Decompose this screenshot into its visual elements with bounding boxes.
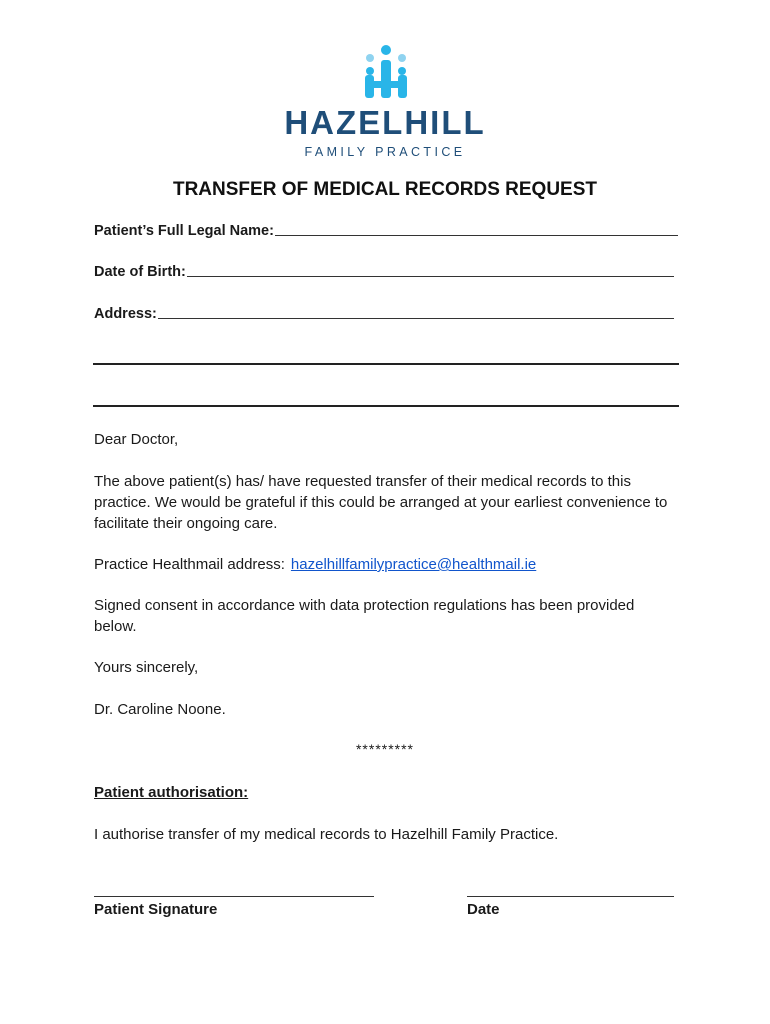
address-label: Address:: [94, 306, 157, 322]
address-line-2[interactable]: [93, 363, 679, 365]
email-label: Practice Healthmail address:: [94, 556, 285, 573]
dob-label: Date of Birth:: [94, 264, 186, 280]
email-link[interactable]: hazelhillfamilypractice@healthmail.ie: [290, 556, 537, 573]
address-line-1[interactable]: [158, 304, 674, 319]
brand-name: HAZELHILL: [284, 104, 486, 141]
patient-name-line[interactable]: [275, 221, 678, 236]
closing: Yours sincerely,: [94, 659, 199, 676]
consent-text: Signed consent in accordance with data protection regulations has been provided below.: [94, 597, 635, 635]
letter-body: The above patient(s) has/ have requested transfer of their medical records to this practice. We would be grateful if this could be arranged at your earliest convenience to facilitate their ongoing care.: [94, 473, 668, 532]
address-field[interactable]: [94, 304, 674, 322]
date-line[interactable]: [467, 896, 674, 897]
dob-field[interactable]: [94, 262, 674, 280]
date-label: Date: [467, 901, 500, 918]
signature-label: Patient Signature: [94, 901, 218, 918]
separator: *********: [355, 741, 415, 757]
greeting: Dear Doctor,: [94, 431, 179, 448]
document-title: TRANSFER OF MEDICAL RECORDS REQUEST: [172, 179, 597, 200]
patient-name-field[interactable]: [94, 221, 678, 239]
email-row: [94, 554, 674, 575]
hazelhill-logo-icon: [360, 44, 412, 100]
patient-name-label: Patient’s Full Legal Name:: [94, 223, 274, 239]
signature-line[interactable]: [94, 896, 374, 897]
brand-tagline: FAMILY PRACTICE: [304, 145, 466, 159]
authorisation-heading: [94, 782, 674, 803]
authorisation-statement: I authorise transfer of my medical records to Hazelhill Family Practice.: [94, 826, 559, 843]
dob-line[interactable]: [187, 262, 674, 277]
signatory: Dr. Caroline Noone.: [94, 701, 226, 718]
authorisation-heading-text: Patient authorisation:: [94, 784, 249, 801]
address-line-3[interactable]: [93, 405, 679, 407]
